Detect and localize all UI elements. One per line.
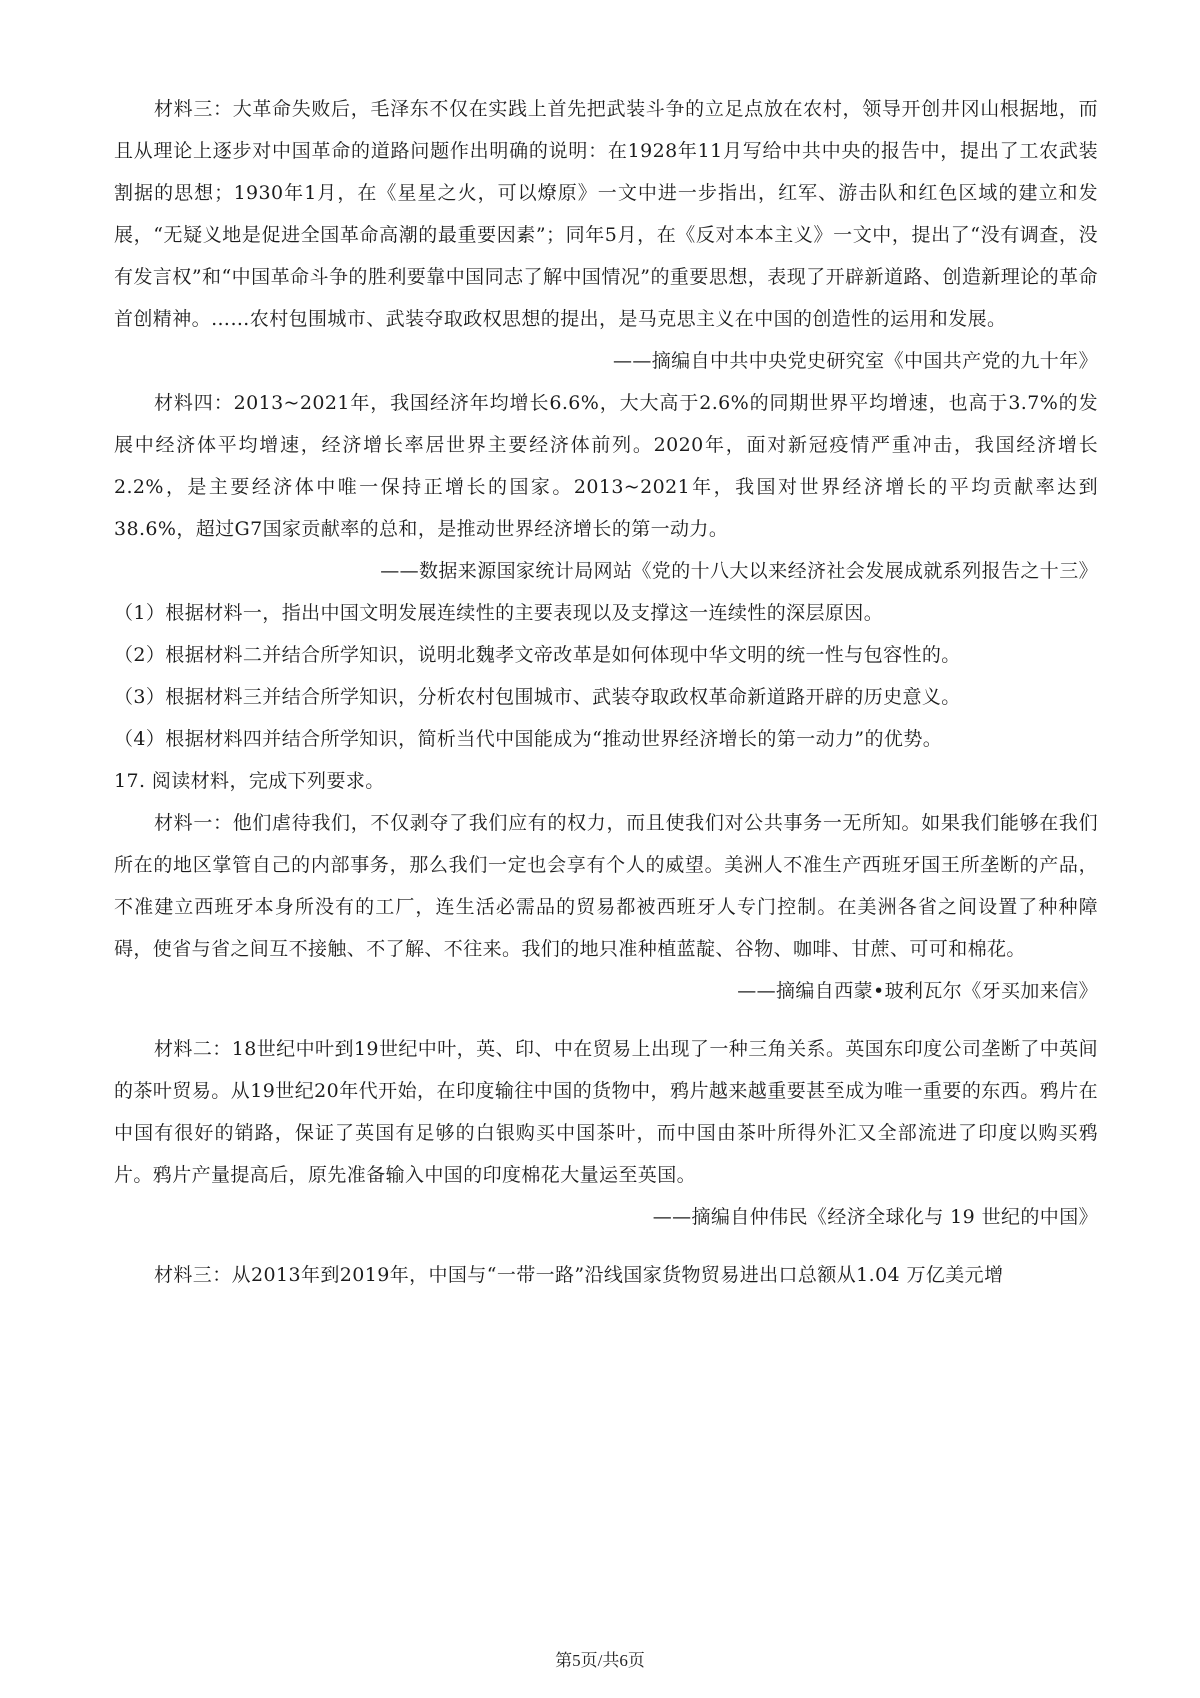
spacer [114,1012,1098,1028]
spacer [114,1238,1098,1254]
material-4-paragraph: 材料四：2013~2021年，我国经济年均增长6.6%，大大高于2.6%的同期世界平均增速，也高于3.7%的发展中经济体平均增速，经济增长率居世界主要经济体前列。2020年，面对新冠疫情严重冲击，我国经济增长2.2%，是主要经济体中唯一保持正增长的国家。2013~2021年，我国对世界经济增长的平均贡献率达到38.6%，超过G7国家贡献率的总和，是推动世界经济增长的第一动力。 [114,392,1098,540]
material-4-source: ——数据来源国家统计局网站《党的十八大以来经济社会发展成就系列报告之十三》 [380,560,1098,582]
question-3: （3）根据材料三并结合所学知识，分析农村包围城市、武装夺取政权革命新道路开辟的历史意义。 [114,686,961,708]
q17-material-1-source: ——摘编自西蒙•玻利瓦尔《牙买加来信》 [737,980,1098,1002]
question-1: （1）根据材料一，指出中国文明发展连续性的主要表现以及支撑这一连续性的深层原因。 [114,602,884,624]
q17-material-1-paragraph: 材料一：他们虐待我们，不仅剥夺了我们应有的权力，而且使我们对公共事务一无所知。如果我们能够在我们所在的地区掌管自己的内部事务，那么我们一定也会享有个人的威望。美洲人不准生产西班牙国王所垄断的产品，不准建立西班牙本身所没有的工厂，连生活必需品的贸易都被西班牙人专门控制。在美洲各省之间设置了种种障碍，使省与省之间互不接触、不了解、不往来。我们的地只准种植蓝靛、谷物、咖啡、甘蔗、可可和棉花。 [114,812,1098,960]
q17-material-3-paragraph: 材料三：从2013年到2019年，中国与“一带一路”沿线国家货物贸易进出口总额从1.04 万亿美元增 [154,1264,1004,1286]
question-2: （2）根据材料二并结合所学知识，说明北魏孝文帝改革是如何体现中华文明的统一性与包容性的。 [114,644,961,666]
material-3-paragraph: 材料三：大革命失败后，毛泽东不仅在实践上首先把武装斗争的立足点放在农村，领导开创井冈山根据地，而且从理论上逐步对中国革命的道路问题作出明确的说明：在1928年11月写给中共中央的报告中，提出了工农武装割据的思想；1930年1月，在《星星之火，可以燎原》一文中进一步指出，红军、游击队和红色区域的建立和发展，“无疑义地是促进全国革命高潮的最重要因素”；同年5月，在《反对本本主义》一文中，提出了“没有调查，没有发言权”和“中国革命斗争的胜利要靠中国同志了解中国情况”的重要思想，表现了开辟新道路、创造新理论的革命首创精神。……农村包围城市、武装夺取政权思想的提出，是马克思主义在中国的创造性的运用和发展。 [114,98,1098,330]
question-17-heading: 17. 阅读材料，完成下列要求。 [114,770,385,792]
question-4: （4）根据材料四并结合所学知识，简析当代中国能成为“推动世界经济增长的第一动力”的优势。 [114,728,943,750]
page-number: 第5页/共6页 [555,1651,645,1670]
material-3-source: ——摘编自中共中央党史研究室《中国共产党的九十年》 [612,350,1098,372]
q17-material-2-source: ——摘编自仲伟民《经济全球化与 19 世纪的中国》 [652,1206,1098,1228]
q17-material-2-paragraph: 材料二：18世纪中叶到19世纪中叶，英、印、中在贸易上出现了一种三角关系。英国东印度公司垄断了中英间的茶叶贸易。从19世纪20年代开始，在印度输往中国的货物中，鸦片越来越重要甚至成为唯一重要的东西。鸦片在中国有很好的销路，保证了英国有足够的白银购买中国茶叶，而中国由茶叶所得外汇又全部流进了印度以购买鸦片。鸦片产量提高后，原先准备输入中国的印度棉花大量运至英国。 [114,1038,1098,1186]
